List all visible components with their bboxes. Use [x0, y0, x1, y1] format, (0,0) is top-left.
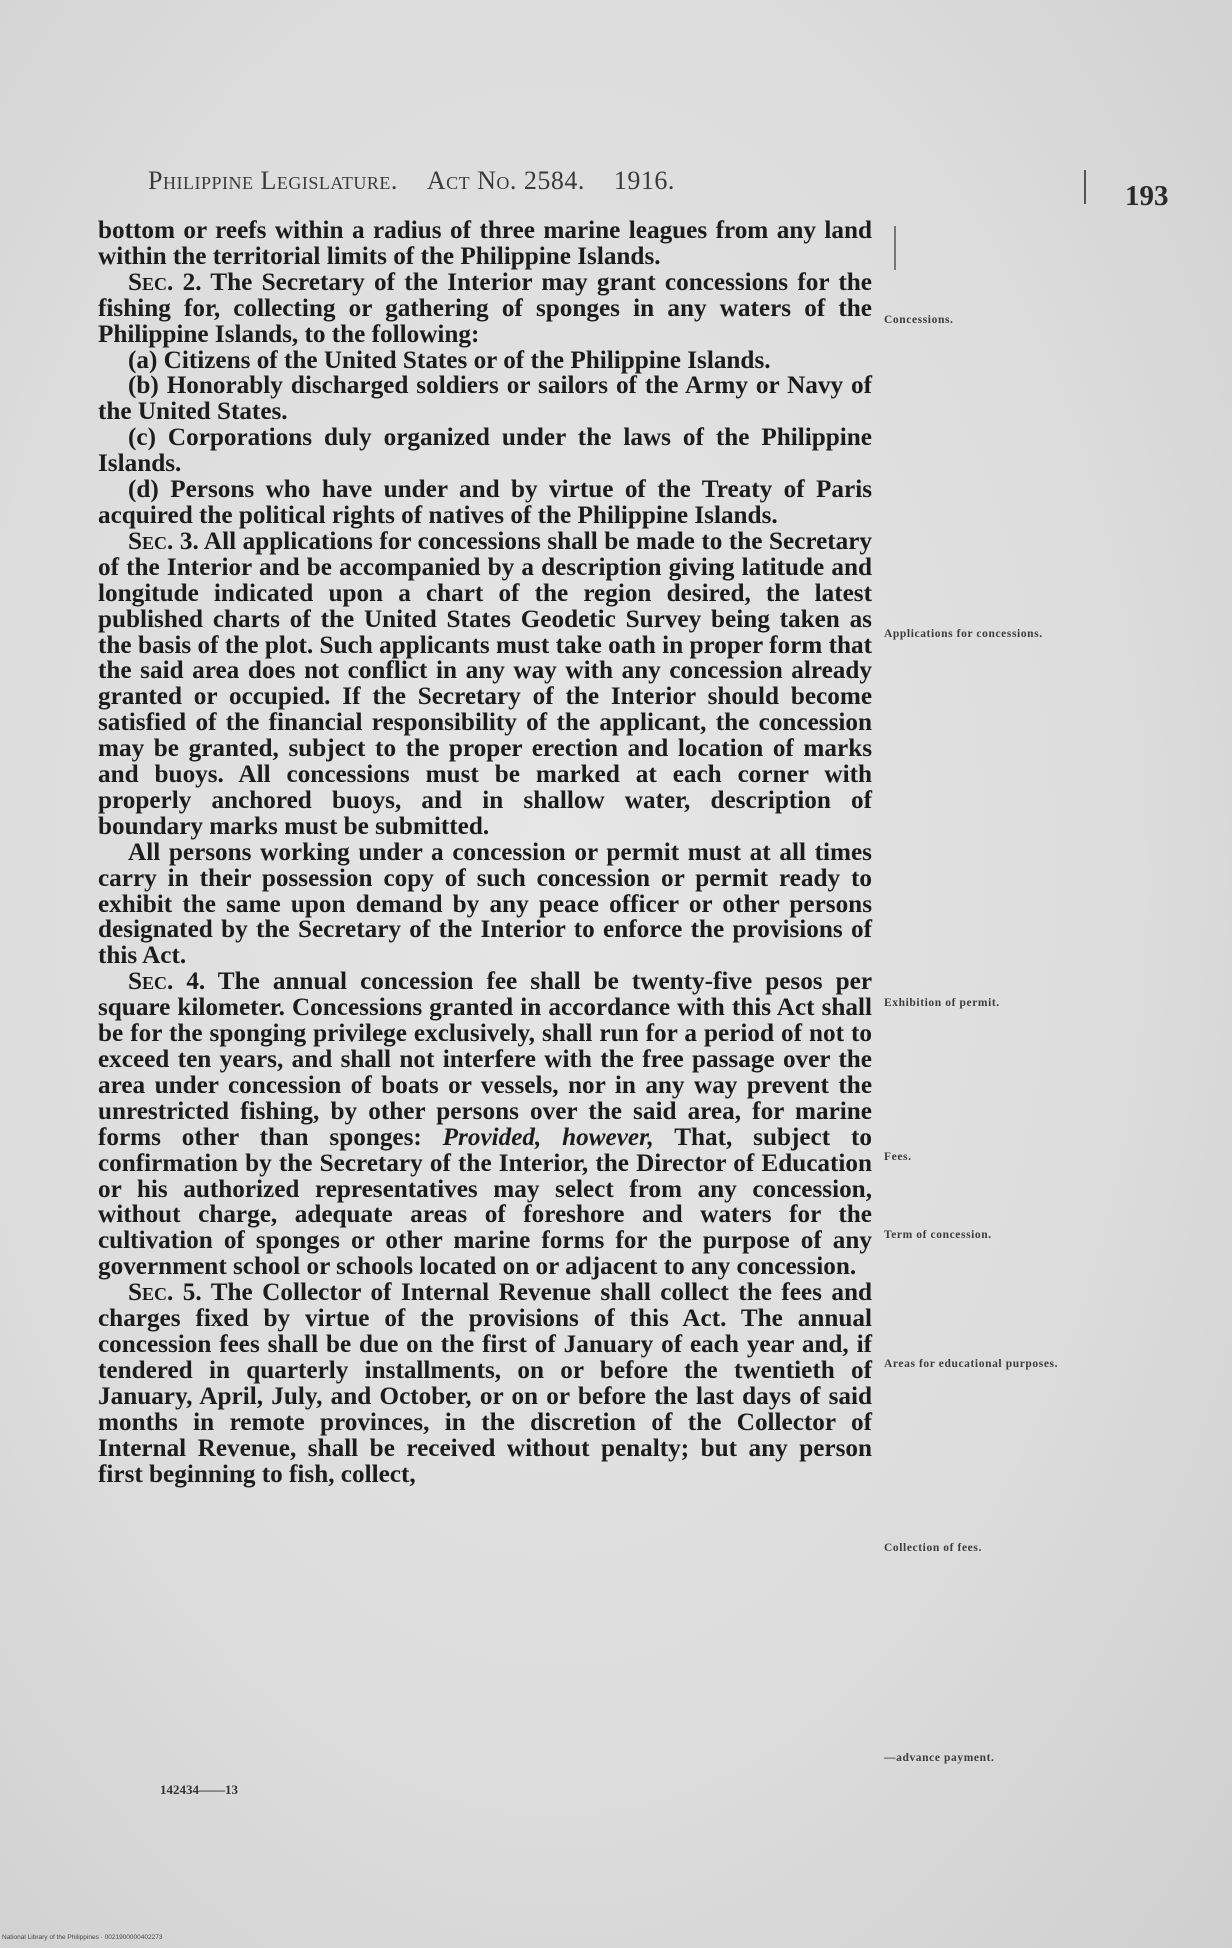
act-number: Act No. 2584.	[426, 166, 585, 195]
section-4-text-a: The annual concession fee shall be twenty-five pesos per square kilometer. Concessions granted in accordance with this Act shall be for the sponging privilege exclusively, shall run for a period of not to exceed ten years, and shall not interfere with the free passage over the area under concession of boats or vessels, nor in any way prevent the unrestricted fishing, by other persons over the said area, for marine forms other than sponges:	[98, 968, 872, 1151]
section-4-text-b: That, subject to confirmation by the Secretary of the Interior, the Director of Education or his authorized representatives may select from any concession, without charge, adequate areas of foreshore and waters for the cultivation of sponges or other marine forms for the purpose of any government school or schools located on or adjacent to any concession.	[98, 1123, 872, 1281]
section-2-text: The Secretary of the Interior may grant concessions for the fishing for, collecting or gathering of sponges in any waters of the Philippine Islands, to the following:	[98, 268, 872, 348]
section-3-text: All applications for concessions shall be made to the Secretary of the Interior and be accompanied by a description giving latitude and longitude indicated upon a chart of the region desired, the latest published charts of the United States Geodetic Survey being taken as the basis of the plot. Such applicants must take oath in proper form that the said area does not conflict in any way with any concession already granted or occupied. If the Secretary of the Interior should become satisfied of the financial responsibility of the applicant, the concession may be granted, subject to the proper erection and location of marks and buoys. All concessions must be marked at each corner with properly anchored buoys, and in shallow water, description of boundary marks must be submitted.	[98, 527, 873, 840]
clause-d: (d) Persons who have under and by virtue of the Treaty of Paris acquired the political rights of natives of the Philippine Islands.	[98, 476, 872, 529]
page-number: 193	[1125, 180, 1169, 212]
section-4	[98, 969, 872, 1280]
paragraph-continuation: bottom or reefs within a radius of three marine leagues from any land within the territorial limits of the Philippine Islands.	[98, 217, 872, 270]
section-3	[98, 529, 872, 840]
clause-a: (a) Citizens of the United States or of the Philippine Islands.	[128, 346, 771, 374]
library-stamp: National Library of the Philippines · 0021900000402273	[2, 1934, 163, 1941]
section-3-label: Sec. 3.	[128, 527, 199, 555]
section-5-label: Sec. 5.	[128, 1279, 202, 1307]
section-5-text: The Collector of Internal Revenue shall collect the fees and charges fixed by virtue of the provisions of this Act. The annual concession fees shall be due on the first of January of each year and, if tendered in quarterly installments, on or before the twentieth of January, April, July, and October, or on or before the last days of said months in remote provinces, in the discretion of the Collector of Internal Revenue, shall be received without penalty; but any person first beginning to fish, collect,	[98, 1279, 873, 1488]
section-5	[98, 1280, 872, 1487]
section-2	[98, 270, 872, 348]
margin-note-concessions: Concessions.	[884, 314, 954, 326]
body-text	[98, 218, 872, 1487]
clause-b: (b) Honorably discharged soldiers or sailors of the Army or Navy of the United States.	[98, 372, 872, 426]
act-year: 1916.	[613, 166, 675, 195]
proviso-italic: Provided, however,	[442, 1123, 654, 1151]
permit-paragraph: All persons working under a concession or permit must at all times carry in their possession copy of such concession or permit ready to exhibit the same upon demand by any peace officer or other persons designated by the Secretary of the Interior to enforce the provisions of this Act.	[98, 838, 872, 970]
margin-note-fees: Fees.	[884, 1151, 912, 1163]
section-4-label: Sec. 4.	[128, 968, 206, 996]
margin-note-exhibition: Exhibition of permit.	[884, 997, 1000, 1009]
clause-c: (c) Corporations duly organized under the laws of the Philippine Islands.	[98, 424, 872, 478]
signature-code: 142434——13	[160, 1782, 238, 1797]
section-2-label: Sec. 2.	[128, 268, 202, 296]
margin-note-applications: Applications for concessions.	[884, 628, 1043, 640]
publication-title: Philippine Legislature.	[148, 166, 398, 195]
margin-note-advance: —advance payment.	[884, 1752, 995, 1764]
margin-note-term: Term of concession.	[884, 1229, 992, 1241]
running-head	[148, 166, 828, 196]
margin-note-areas: Areas for educational purposes.	[884, 1358, 1059, 1370]
margin-bracket-mark	[894, 226, 896, 270]
margin-rule-mark	[1084, 170, 1086, 204]
margin-note-collection: Collection of fees.	[884, 1542, 982, 1554]
